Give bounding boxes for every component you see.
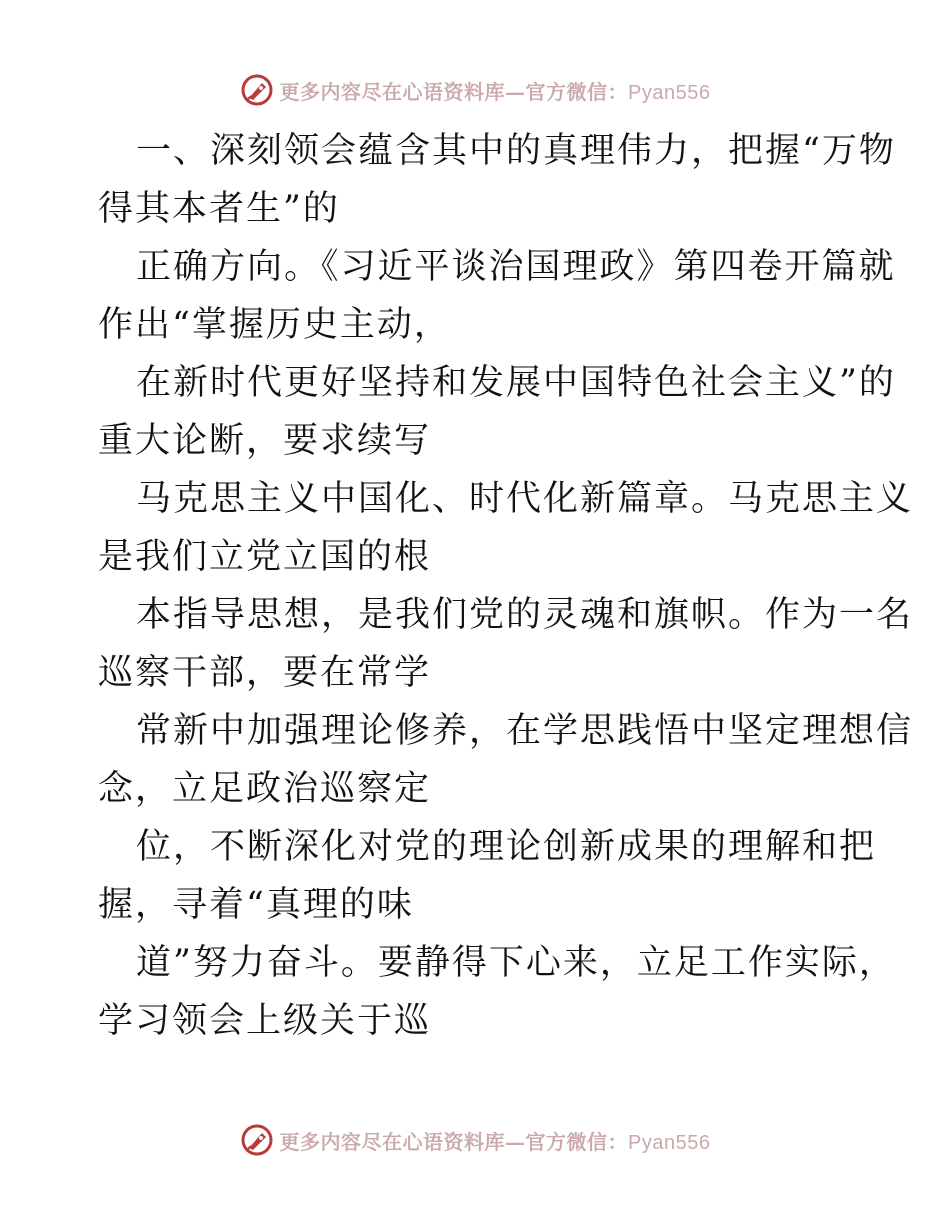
footer-wechat-id: Pyan556 bbox=[628, 1131, 711, 1154]
paragraph-line: 在新时代更好坚持和发展中国特色社会主义”的 bbox=[136, 363, 896, 403]
paragraph-line: 念，立足政治巡察定 bbox=[98, 769, 432, 809]
paragraph bbox=[98, 238, 896, 354]
paragraph-line: 本指导思想，是我们党的灵魂和旗帜。作为一名 bbox=[136, 595, 914, 635]
paragraph-line: 作出“掌握历史主动， bbox=[98, 305, 451, 345]
paragraph-line: 握，寻着“真理的味 bbox=[98, 885, 414, 925]
document-body bbox=[98, 122, 914, 1050]
header-banner-text bbox=[280, 76, 711, 105]
paragraph-line: 位，不断深化对党的理论创新成果的理解和把 bbox=[136, 827, 877, 867]
paragraph-line: 学习领会上级关于巡 bbox=[98, 1001, 432, 1041]
paragraph bbox=[98, 122, 896, 238]
paragraph-line: 常新中加强理论修养，在学思践悟中坚定理想信 bbox=[136, 711, 914, 751]
paragraph-line: 一、深刻领会蕴含其中的真理伟力，把握“万物 bbox=[136, 131, 896, 171]
paragraph-line: 道”努力奋斗。要静得下心来，立足工作实际， bbox=[136, 943, 896, 983]
footer-banner-text bbox=[280, 1126, 711, 1155]
paragraph-line: 是我们立党立国的根 bbox=[98, 537, 432, 577]
header-banner bbox=[0, 70, 950, 110]
paragraph-line: 得其本者生”的 bbox=[98, 189, 340, 229]
pen-nib-logo-icon bbox=[240, 1123, 274, 1157]
footer-banner-label: 更多内容尽在心语资料库—官方微信： bbox=[279, 1129, 629, 1154]
pen-nib-logo-icon bbox=[240, 73, 274, 107]
paragraph bbox=[98, 354, 896, 470]
paragraph bbox=[98, 934, 896, 1050]
paragraph bbox=[98, 470, 914, 586]
paragraph bbox=[98, 702, 914, 818]
header-wechat-id: Pyan556 bbox=[628, 81, 711, 104]
header-banner-label: 更多内容尽在心语资料库—官方微信： bbox=[279, 79, 629, 104]
paragraph bbox=[98, 818, 877, 934]
paragraph bbox=[98, 586, 914, 702]
paragraph-line: 正确方向。《习近平谈治国理政》第四卷开篇就 bbox=[136, 247, 896, 287]
paragraph-line: 重大论断，要求续写 bbox=[98, 421, 432, 461]
footer-banner bbox=[0, 1120, 950, 1160]
paragraph-line: 马克思主义中国化、时代化新篇章。马克思主义 bbox=[136, 479, 914, 519]
paragraph-line: 巡察干部，要在常学 bbox=[98, 653, 432, 693]
